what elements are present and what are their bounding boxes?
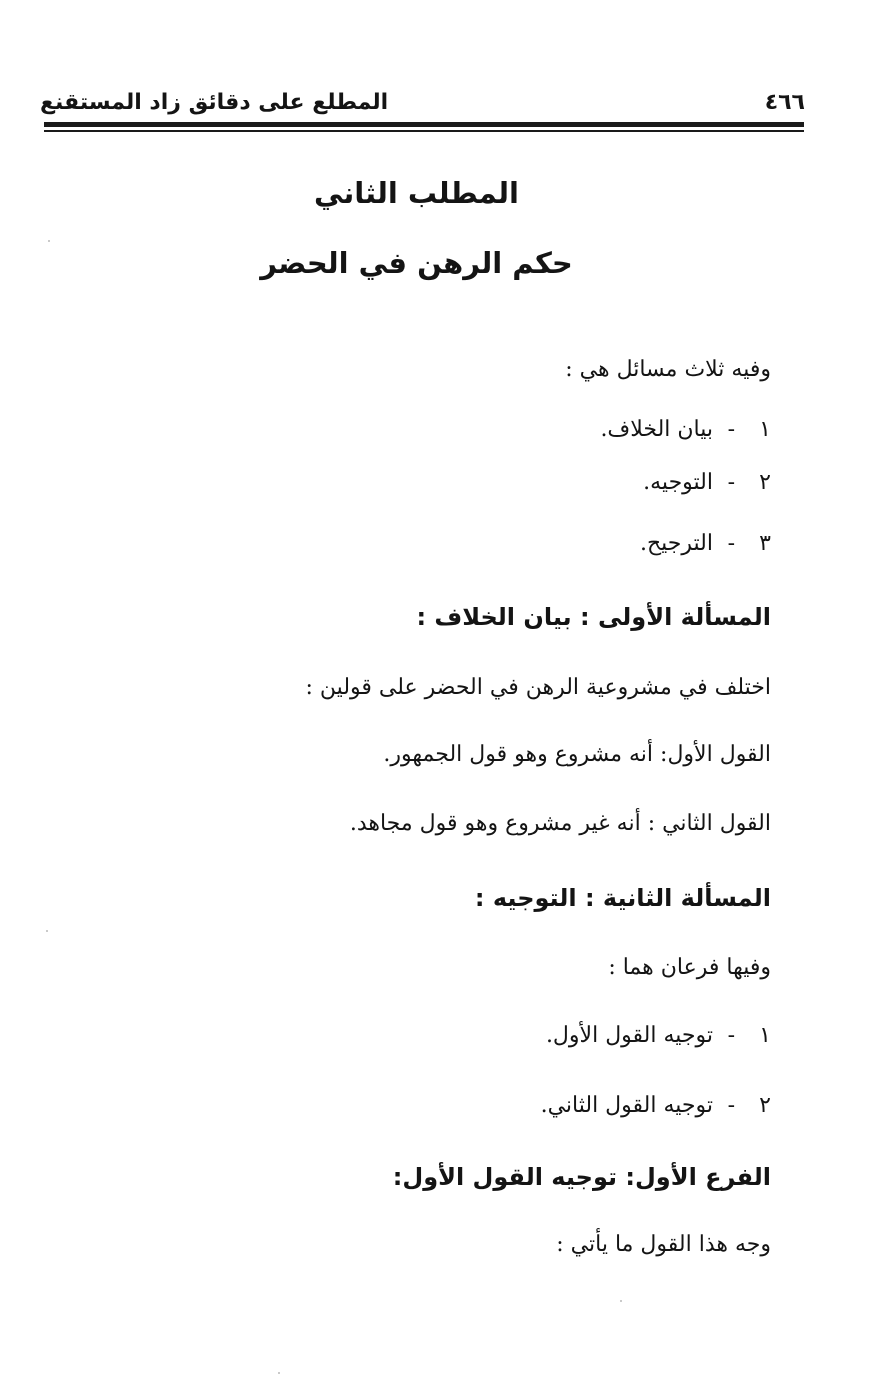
issue-list-item — [30, 463, 771, 503]
issue-one-heading: المسألة الأولى : بيان الخلاف : — [416, 603, 771, 631]
list-number: ١ — [759, 417, 771, 442]
list-text: الترجيح. — [639, 531, 713, 556]
branch-list-item — [30, 1016, 771, 1056]
page-number: ٤٦٦ — [764, 90, 805, 115]
list-text: توجيه القول الأول. — [545, 1023, 713, 1048]
issue-two-heading: المسألة الثانية : التوجيه : — [474, 884, 771, 912]
issues-intro: وفيه ثلاث مسائل هي : — [565, 357, 771, 382]
list-dash: - — [727, 1023, 735, 1048]
branch-list-item — [30, 1086, 771, 1126]
paragraph-line: القول الأول: أنه مشروع وهو قول الجمهور. — [383, 742, 771, 767]
list-number: ٢ — [759, 1093, 771, 1118]
running-header — [40, 86, 805, 120]
list-dash: - — [727, 1093, 735, 1118]
section-title: المطلب الثاني — [314, 176, 519, 210]
list-dash: - — [727, 531, 735, 556]
branch-one-heading: الفرع الأول: توجيه القول الأول: — [392, 1163, 771, 1191]
branches-intro: وفيها فرعان هما : — [608, 955, 771, 980]
list-text: التوجيه. — [643, 470, 713, 495]
paragraph-line: وجه هذا القول ما يأتي : — [556, 1232, 771, 1257]
list-dash: - — [727, 470, 735, 495]
list-number: ١ — [759, 1023, 771, 1048]
section-subtitle: حكم الرهن في الحضر — [260, 246, 573, 280]
list-text: توجيه القول الثاني. — [540, 1093, 713, 1118]
issue-list-item — [30, 524, 771, 564]
list-dash: - — [727, 417, 735, 442]
paragraph-line: اختلف في مشروعية الرهن في الحضر على قولين : — [305, 675, 771, 700]
book-title: المطلع على دقائق زاد المستقنع — [40, 90, 389, 115]
header-rule-thin — [44, 130, 804, 132]
paragraph-line: القول الثاني : أنه غير مشروع وهو قول مجاهد. — [349, 811, 771, 836]
header-rule-thick — [44, 122, 804, 127]
list-number: ٣ — [759, 531, 771, 556]
issue-list-item — [30, 410, 771, 450]
list-number: ٢ — [759, 470, 771, 495]
list-text: بيان الخلاف. — [600, 417, 713, 442]
